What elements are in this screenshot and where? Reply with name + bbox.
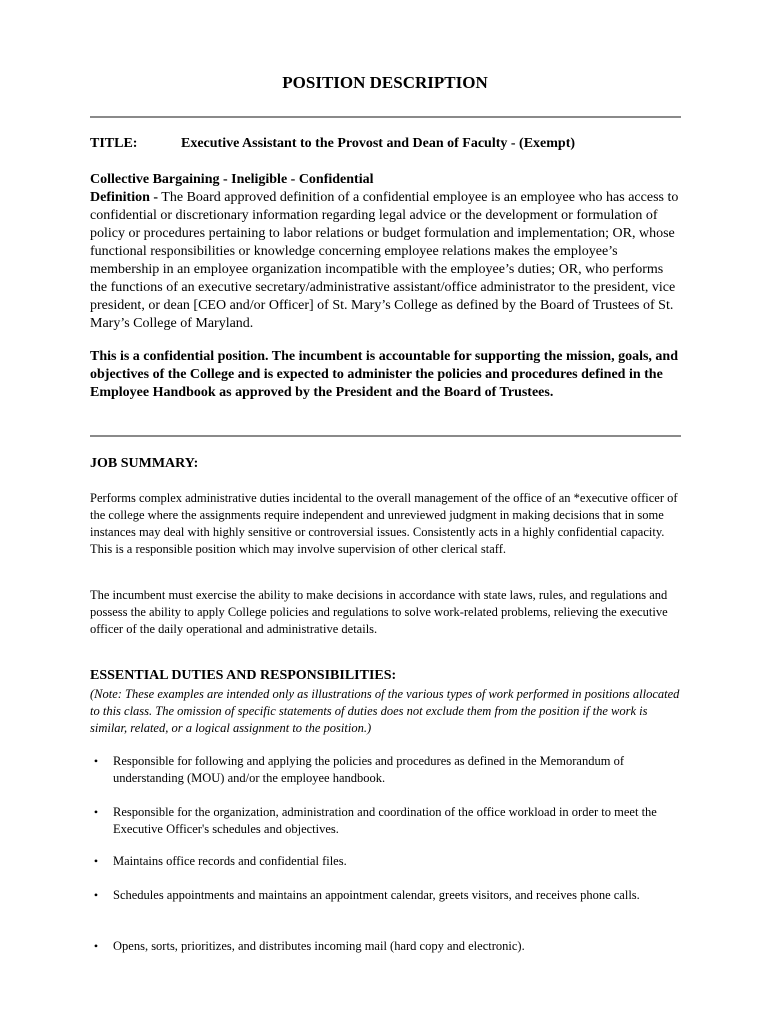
bullet-icon: • (93, 854, 99, 868)
bullet-icon: • (93, 939, 99, 953)
job-summary-heading: JOB SUMMARY: (90, 456, 199, 471)
job-summary-paragraph-2: The incumbent must exercise the ability to make decisions in accordance with state laws, rules, and regulations and possess the ability to apply College policies and regulations to solve work-related problems, relieving the executive officer of the daily operational and administrative details. (90, 588, 668, 636)
definition-text: The Board approved definition of a confidential employee is an employee who has access to confidential or discretionary information regarding legal advice or the development or formulation of policy or procedures pertaining to labor relations or budget formulation and implementation; OR, whose functional responsibilities or knowledge concerning employee relations makes the employee’s membership in an employee organization incompatible with the employee’s duties; OR, who performs the functions of an executive secretary/administrative assistant/office administrator to the president, vice president, or dean [CEO and/or Officer] of St. Mary’s College as defined by the Board of Trustees of St. Mary’s College of Maryland. (90, 190, 679, 331)
duty-text: Responsible for the organization, administration and coordination of the office workload in order to meet the Executive Officer's schedules and objectives. (113, 805, 657, 836)
divider-top (90, 116, 681, 118)
duties-note: (Note: These examples are intended only as illustrations of the various types of work performed in positions allocated to this class. The omission of specific statements of duties does not exclude them from the position if the work is similar, related, or a logical assignment to the position.) (90, 687, 680, 735)
job-summary-paragraph-1: Performs complex administrative duties incidental to the overall management of the office of an *executive officer of the college where the assignments require independent and unreviewed judgment in making decisions that in some instances may deal with highly sensitive or controversial issues. Consistently acts in a highly confidential capacity. This is a responsible position which may involve supervision of other clerical staff. (90, 491, 678, 556)
position-title: Executive Assistant to the Provost and Dean of Faculty - (Exempt) (181, 136, 576, 151)
collective-bargaining-section (90, 171, 682, 333)
bullet-icon: • (93, 888, 99, 902)
duty-list-item (90, 753, 682, 787)
title-label: TITLE: (90, 136, 138, 151)
confidential-statement: This is a confidential position. The incumbent is accountable for supporting the mission, goals, and objectives of the College and is expected to administer the policies and procedures defined in the Employee Handbook as approved by the President and the Board of Trustees. (90, 349, 678, 400)
definition-label: Definition - (90, 190, 159, 205)
duties-heading: ESSENTIAL DUTIES AND RESPONSIBILITIES: (90, 668, 397, 683)
duty-list-item (90, 887, 682, 904)
duty-text: Opens, sorts, prioritizes, and distributes incoming mail (hard copy and electronic). (113, 939, 525, 953)
bullet-icon: • (93, 805, 99, 819)
duty-list-item (90, 804, 682, 838)
duty-text: Responsible for following and applying the policies and procedures as defined in the Memorandum of understanding (MOU) and/or the employee handbook. (113, 754, 624, 785)
duty-text: Maintains office records and confidential files. (113, 854, 347, 868)
duty-list-item (90, 938, 682, 955)
duty-list-item (90, 853, 682, 870)
duty-text: Schedules appointments and maintains an appointment calendar, greets visitors, and receives phone calls. (113, 888, 640, 902)
bargaining-heading: Collective Bargaining - Ineligible - Confidential (90, 172, 374, 187)
bullet-icon: • (93, 754, 99, 768)
document-heading: POSITION DESCRIPTION (282, 73, 488, 92)
divider-middle (90, 435, 681, 437)
definition-paragraph (90, 189, 682, 333)
